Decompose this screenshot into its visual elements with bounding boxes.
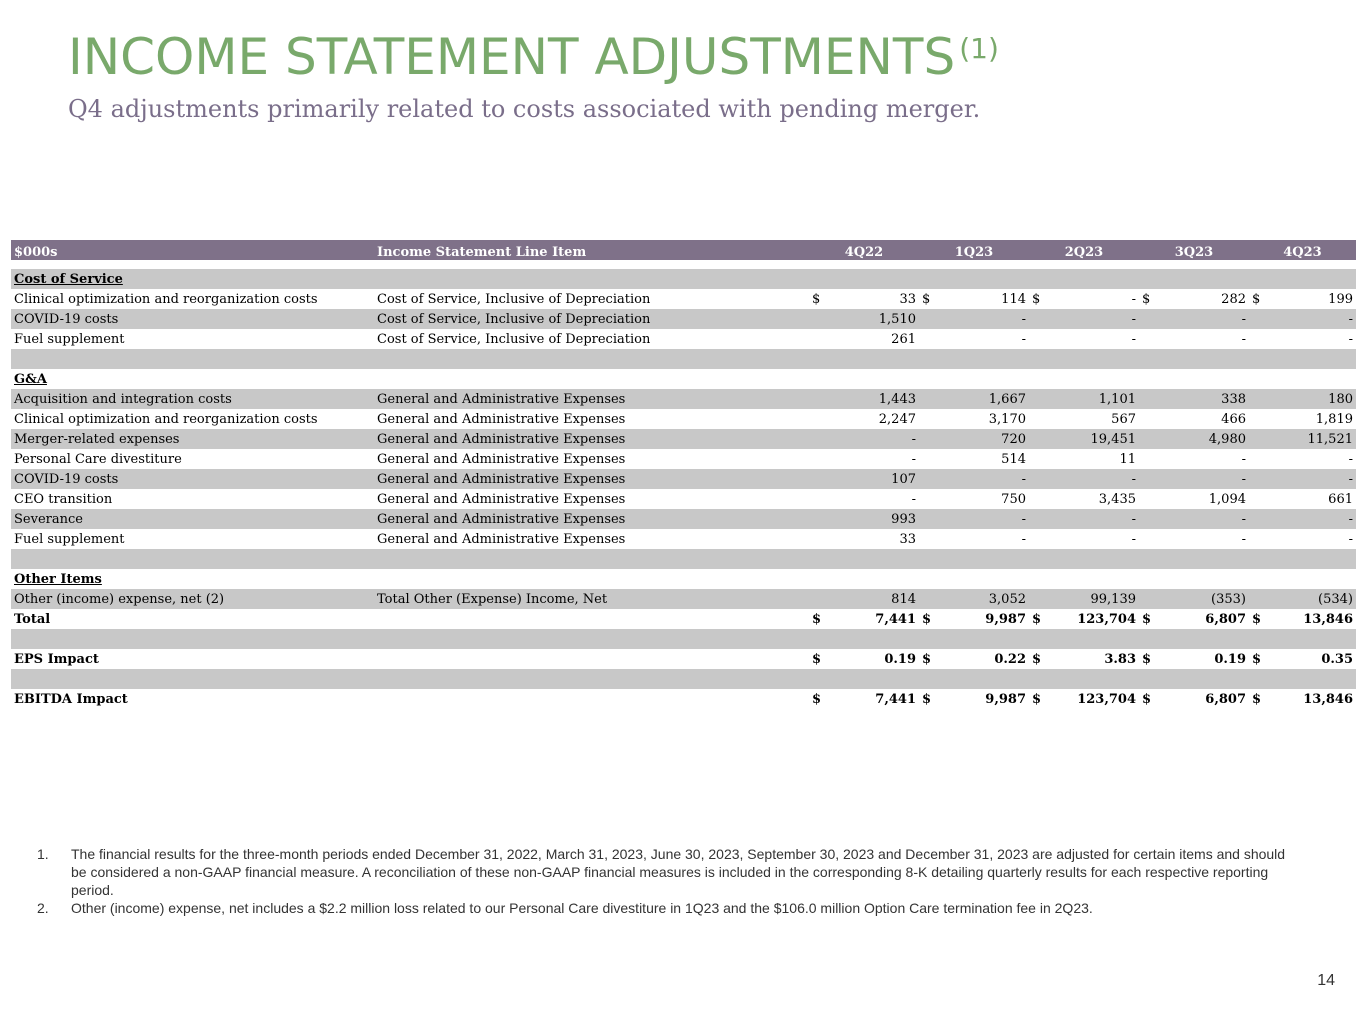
- page-title-text: INCOME STATEMENT ADJUSTMENTS: [68, 28, 956, 86]
- row-value: 180: [1267, 389, 1356, 409]
- header-period: 4Q22: [809, 240, 919, 260]
- row-value: 7,441: [827, 609, 919, 629]
- row-line-item: [374, 649, 809, 669]
- row-value: 750: [937, 489, 1029, 509]
- row-value: 3,052: [937, 589, 1029, 609]
- currency-symbol: [809, 489, 827, 509]
- currency-symbol: $: [1249, 609, 1267, 629]
- eps-row: [11, 649, 1356, 669]
- currency-symbol: [1139, 509, 1157, 529]
- blank-row: [11, 549, 1356, 569]
- row-value: 99,139: [1047, 589, 1139, 609]
- table-row: [11, 429, 1356, 449]
- row-value: 1,510: [827, 309, 919, 329]
- currency-symbol: $: [1029, 689, 1047, 709]
- row-value: -: [1157, 449, 1249, 469]
- currency-symbol: [1029, 329, 1047, 349]
- row-line-item: [374, 609, 809, 629]
- row-value: 282: [1157, 289, 1249, 309]
- row-value: 6,807: [1157, 689, 1249, 709]
- row-label: Personal Care divestiture: [11, 449, 374, 469]
- row-label: EPS Impact: [11, 649, 374, 669]
- row-value: -: [1267, 449, 1356, 469]
- footnote-number: 1.: [37, 846, 49, 862]
- blank-cell: [11, 549, 1356, 569]
- currency-symbol: $: [1139, 609, 1157, 629]
- currency-symbol: [1029, 409, 1047, 429]
- row-line-item: General and Administrative Expenses: [374, 469, 809, 489]
- currency-symbol: $: [809, 649, 827, 669]
- blank-cell: [374, 369, 1356, 389]
- row-value: -: [827, 429, 919, 449]
- currency-symbol: [1249, 589, 1267, 609]
- table-row: [11, 489, 1356, 509]
- currency-symbol: $: [919, 609, 937, 629]
- currency-symbol: [1029, 449, 1047, 469]
- currency-symbol: [1029, 589, 1047, 609]
- row-value: -: [1157, 329, 1249, 349]
- currency-symbol: $: [919, 689, 937, 709]
- row-value: -: [1047, 509, 1139, 529]
- row-value: 7,441: [827, 689, 919, 709]
- row-value: 0.22: [937, 649, 1029, 669]
- section-header-row: [11, 369, 1356, 389]
- row-value: 0.19: [827, 649, 919, 669]
- table-row: [11, 529, 1356, 549]
- currency-symbol: [1249, 429, 1267, 449]
- currency-symbol: [809, 429, 827, 449]
- currency-symbol: [1249, 389, 1267, 409]
- currency-symbol: $: [1139, 649, 1157, 669]
- row-value: 3,435: [1047, 489, 1139, 509]
- row-value: 123,704: [1047, 689, 1139, 709]
- row-label: Severance: [11, 509, 374, 529]
- section-header-row: [11, 569, 1356, 589]
- currency-symbol: [1249, 469, 1267, 489]
- footnote: [37, 899, 1287, 917]
- row-value: -: [1047, 309, 1139, 329]
- currency-symbol: [809, 409, 827, 429]
- section-header-row: [11, 269, 1356, 289]
- row-label: Merger-related expenses: [11, 429, 374, 449]
- row-label: Clinical optimization and reorganization costs: [11, 409, 374, 429]
- row-value: 2,247: [827, 409, 919, 429]
- row-value: -: [1267, 329, 1356, 349]
- row-value: -: [1157, 529, 1249, 549]
- title-footnote-marker: (1): [959, 32, 999, 65]
- row-label: Clinical optimization and reorganization costs: [11, 289, 374, 309]
- page-title: [68, 28, 999, 86]
- row-line-item: General and Administrative Expenses: [374, 529, 809, 549]
- row-line-item: Cost of Service, Inclusive of Depreciation: [374, 329, 809, 349]
- blank-row: [11, 669, 1356, 689]
- row-value: 114: [937, 289, 1029, 309]
- row-value: 1,094: [1157, 489, 1249, 509]
- row-value: 33: [827, 289, 919, 309]
- currency-symbol: $: [1249, 649, 1267, 669]
- blank-row: [11, 349, 1356, 369]
- row-value: 9,987: [937, 609, 1029, 629]
- row-value: 13,846: [1267, 689, 1356, 709]
- row-value: 3,170: [937, 409, 1029, 429]
- table-header-row: [11, 240, 1356, 260]
- table-row: [11, 449, 1356, 469]
- currency-symbol: [1139, 389, 1157, 409]
- currency-symbol: [809, 309, 827, 329]
- header-period: 3Q23: [1139, 240, 1249, 260]
- row-value: -: [937, 469, 1029, 489]
- row-value: -: [1157, 469, 1249, 489]
- currency-symbol: [919, 449, 937, 469]
- row-value: 6,807: [1157, 609, 1249, 629]
- row-label: COVID-19 costs: [11, 469, 374, 489]
- row-line-item: General and Administrative Expenses: [374, 449, 809, 469]
- currency-symbol: [919, 469, 937, 489]
- currency-symbol: [1139, 409, 1157, 429]
- row-value: 11,521: [1267, 429, 1356, 449]
- currency-symbol: [1029, 309, 1047, 329]
- footnote-text: Other (income) expense, net includes a $2.2 million loss related to our Personal Care divestiture in 1Q23 and the $106.0 million Option Care termination fee in 2Q23.: [71, 900, 1093, 916]
- row-value: 107: [827, 469, 919, 489]
- footnote-number: 2.: [37, 900, 49, 916]
- currency-symbol: $: [1029, 289, 1047, 309]
- row-line-item: [374, 689, 809, 709]
- header-period: 2Q23: [1029, 240, 1139, 260]
- table-row: [11, 329, 1356, 349]
- currency-symbol: [1139, 589, 1157, 609]
- currency-symbol: [809, 389, 827, 409]
- page-number: 14: [1317, 972, 1335, 989]
- row-value: -: [1047, 289, 1139, 309]
- row-value: 4,980: [1157, 429, 1249, 449]
- spacer-cell: [11, 260, 1356, 269]
- currency-symbol: [1249, 529, 1267, 549]
- row-label: Acquisition and integration costs: [11, 389, 374, 409]
- currency-symbol: $: [1249, 689, 1267, 709]
- currency-symbol: [1249, 409, 1267, 429]
- currency-symbol: [1139, 329, 1157, 349]
- blank-row: [11, 629, 1356, 649]
- row-label: Other (income) expense, net (2): [11, 589, 374, 609]
- row-value: 13,846: [1267, 609, 1356, 629]
- footnotes: [37, 845, 1287, 917]
- row-value: 1,819: [1267, 409, 1356, 429]
- table-row: [11, 469, 1356, 489]
- currency-symbol: $: [809, 609, 827, 629]
- currency-symbol: [809, 529, 827, 549]
- row-value: 19,451: [1047, 429, 1139, 449]
- section-label: Cost of Service: [11, 269, 374, 289]
- currency-symbol: [1249, 329, 1267, 349]
- row-line-item: General and Administrative Expenses: [374, 409, 809, 429]
- row-label: CEO transition: [11, 489, 374, 509]
- row-value: 720: [937, 429, 1029, 449]
- currency-symbol: [1029, 509, 1047, 529]
- row-value: 814: [827, 589, 919, 609]
- header-period: 1Q23: [919, 240, 1029, 260]
- row-value: -: [1267, 469, 1356, 489]
- row-value: 0.19: [1157, 649, 1249, 669]
- blank-cell: [11, 629, 1356, 649]
- row-value: 1,667: [937, 389, 1029, 409]
- currency-symbol: $: [1249, 289, 1267, 309]
- total-row: [11, 609, 1356, 629]
- row-value: 514: [937, 449, 1029, 469]
- currency-symbol: [1139, 529, 1157, 549]
- table-body: [11, 260, 1356, 709]
- currency-symbol: $: [1139, 289, 1157, 309]
- row-line-item: General and Administrative Expenses: [374, 509, 809, 529]
- currency-symbol: [1139, 489, 1157, 509]
- table-row: [11, 409, 1356, 429]
- currency-symbol: [1139, 309, 1157, 329]
- footnote: [37, 845, 1287, 899]
- row-label: COVID-19 costs: [11, 309, 374, 329]
- row-value: 1,443: [827, 389, 919, 409]
- row-line-item: Cost of Service, Inclusive of Depreciation: [374, 309, 809, 329]
- currency-symbol: [919, 509, 937, 529]
- row-label: Fuel supplement: [11, 529, 374, 549]
- header-item: $000s: [11, 240, 374, 260]
- table-row: [11, 289, 1356, 309]
- table-row: [11, 589, 1356, 609]
- row-value: -: [1267, 509, 1356, 529]
- currency-symbol: [1029, 469, 1047, 489]
- table-row: [11, 509, 1356, 529]
- row-value: 199: [1267, 289, 1356, 309]
- table-row: [11, 309, 1356, 329]
- row-value: -: [937, 309, 1029, 329]
- row-value: 0.35: [1267, 649, 1356, 669]
- currency-symbol: [1249, 309, 1267, 329]
- currency-symbol: [809, 449, 827, 469]
- currency-symbol: [919, 489, 937, 509]
- currency-symbol: [919, 529, 937, 549]
- row-value: 466: [1157, 409, 1249, 429]
- row-value: -: [937, 329, 1029, 349]
- currency-symbol: [1249, 489, 1267, 509]
- currency-symbol: [919, 409, 937, 429]
- row-value: 33: [827, 529, 919, 549]
- currency-symbol: [809, 329, 827, 349]
- income-statement-table: [11, 240, 1356, 709]
- currency-symbol: [1029, 429, 1047, 449]
- row-value: -: [1047, 469, 1139, 489]
- row-value: -: [937, 509, 1029, 529]
- currency-symbol: [919, 429, 937, 449]
- currency-symbol: [809, 469, 827, 489]
- currency-symbol: [919, 329, 937, 349]
- currency-symbol: [919, 589, 937, 609]
- row-value: -: [827, 449, 919, 469]
- section-label: Other Items: [11, 569, 374, 589]
- blank-cell: [374, 569, 1356, 589]
- currency-symbol: $: [919, 289, 937, 309]
- row-value: -: [1157, 509, 1249, 529]
- row-line-item: Cost of Service, Inclusive of Depreciation: [374, 289, 809, 309]
- table-row: [11, 389, 1356, 409]
- row-value: 993: [827, 509, 919, 529]
- row-value: 567: [1047, 409, 1139, 429]
- row-value: (534): [1267, 589, 1356, 609]
- footnote-text: The financial results for the three-month periods ended December 31, 2022, March 31, 2023, June 30, 2023, September 30, 2023 and December 31, 2023 are adjusted for certain items and should be considered a non-GAAP financial measure. A reconciliation of these non-GAAP financial measures is included in the corresponding 8-K detailing quarterly results for each respective reporting period.: [71, 846, 1286, 898]
- currency-symbol: [1139, 449, 1157, 469]
- row-value: -: [1047, 329, 1139, 349]
- spacer-row: [11, 260, 1356, 269]
- currency-symbol: [919, 309, 937, 329]
- blank-cell: [11, 349, 1356, 369]
- currency-symbol: [1029, 389, 1047, 409]
- row-line-item: General and Administrative Expenses: [374, 389, 809, 409]
- currency-symbol: $: [1029, 649, 1047, 669]
- row-value: 9,987: [937, 689, 1029, 709]
- section-label: G&A: [11, 369, 374, 389]
- row-value: -: [1267, 529, 1356, 549]
- row-value: 1,101: [1047, 389, 1139, 409]
- page-subtitle: Q4 adjustments primarily related to costs associated with pending merger.: [68, 95, 981, 123]
- currency-symbol: [1139, 429, 1157, 449]
- currency-symbol: [1139, 469, 1157, 489]
- currency-symbol: [919, 389, 937, 409]
- currency-symbol: [1249, 449, 1267, 469]
- row-value: 11: [1047, 449, 1139, 469]
- currency-symbol: $: [1139, 689, 1157, 709]
- row-value: -: [1047, 529, 1139, 549]
- row-line-item: Total Other (Expense) Income, Net: [374, 589, 809, 609]
- currency-symbol: [1029, 489, 1047, 509]
- row-value: 661: [1267, 489, 1356, 509]
- currency-symbol: [809, 509, 827, 529]
- blank-cell: [11, 669, 1356, 689]
- currency-symbol: [809, 589, 827, 609]
- currency-symbol: $: [919, 649, 937, 669]
- row-value: 338: [1157, 389, 1249, 409]
- currency-symbol: $: [1029, 609, 1047, 629]
- row-value: (353): [1157, 589, 1249, 609]
- header-line-item: Income Statement Line Item: [374, 240, 809, 260]
- currency-symbol: [1249, 509, 1267, 529]
- row-label: EBITDA Impact: [11, 689, 374, 709]
- row-value: 123,704: [1047, 609, 1139, 629]
- row-value: 3.83: [1047, 649, 1139, 669]
- header-period: 4Q23: [1249, 240, 1356, 260]
- row-value: -: [937, 529, 1029, 549]
- currency-symbol: $: [809, 689, 827, 709]
- row-label: Total: [11, 609, 374, 629]
- currency-symbol: $: [809, 289, 827, 309]
- row-value: -: [827, 489, 919, 509]
- row-line-item: General and Administrative Expenses: [374, 489, 809, 509]
- currency-symbol: [1029, 529, 1047, 549]
- blank-cell: [374, 269, 1356, 289]
- row-value: -: [1267, 309, 1356, 329]
- row-value: 261: [827, 329, 919, 349]
- ebitda-row: [11, 689, 1356, 709]
- row-line-item: General and Administrative Expenses: [374, 429, 809, 449]
- row-value: -: [1157, 309, 1249, 329]
- row-label: Fuel supplement: [11, 329, 374, 349]
